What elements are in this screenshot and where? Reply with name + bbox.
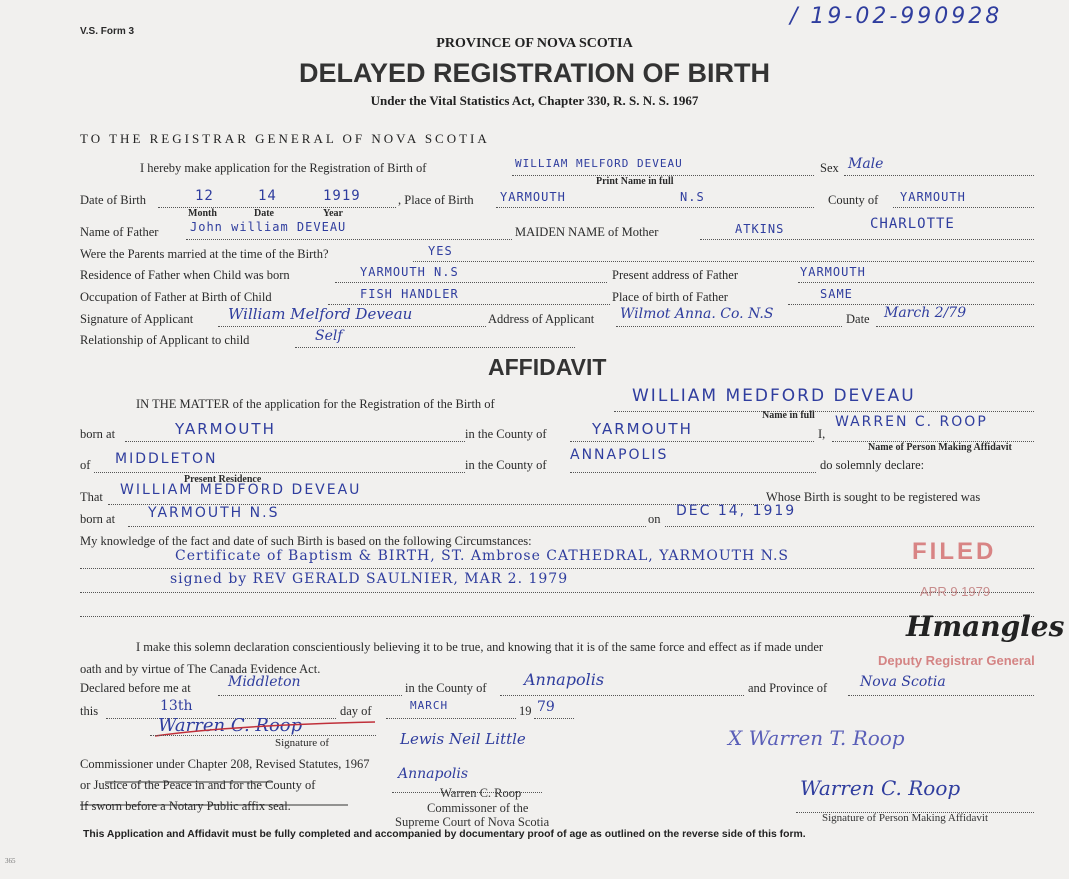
- i-label: I,: [818, 427, 826, 441]
- this-label: this: [80, 704, 99, 718]
- matter-name-value: WILLIAM MEDFORD DEVEAU: [632, 386, 916, 406]
- place-of-birth-province: N.S: [680, 190, 705, 204]
- declare-label: do solemnly declare:: [820, 458, 925, 472]
- commissioner-stamp-name: Warren C. Roop: [440, 786, 522, 800]
- mother-maiden-label: MAIDEN NAME of Mother: [515, 225, 659, 239]
- year-caption: Year: [323, 208, 343, 219]
- form-number: V.S. Form 3: [80, 26, 135, 37]
- that-name-value: WILLIAM MEDFORD DEVEAU: [120, 482, 362, 498]
- occupation-label: Occupation of Father at Birth of Child: [80, 290, 272, 304]
- justice-text: or Justice of the Peace in and for the County of: [80, 778, 316, 792]
- sex-label: Sex: [820, 161, 839, 175]
- occupation-value: FISH HANDLER: [360, 287, 459, 301]
- applicant-name-value: WILLIAM MELFORD DEVEAU: [515, 157, 683, 170]
- justice-county-value: Annapolis: [398, 766, 469, 782]
- filed-stamp-date: APR 9 1979: [920, 584, 991, 599]
- father-residence-value: YARMOUTH N.S: [360, 265, 459, 279]
- corner-code: 365: [5, 857, 16, 865]
- residence-value: MIDDLETON: [115, 451, 218, 467]
- justice-strikethrough: [105, 776, 275, 786]
- on-label: on: [648, 512, 661, 526]
- year-prefix: 19: [519, 704, 532, 718]
- application-intro: I hereby make application for the Registration of Birth of: [140, 161, 427, 175]
- province-value: Nova Scotia: [860, 674, 946, 690]
- footer-instructions: This Application and Affidavit must be fully completed and accompanied by documentary proof of age as outlined on the reverse side of this form.: [83, 829, 806, 840]
- parents-married-value: YES: [428, 244, 453, 258]
- province-label: and Province of: [748, 681, 828, 695]
- sworn-text: If sworn before a Notary Public affix seal.: [80, 799, 291, 813]
- county-label: County of: [828, 193, 879, 207]
- signature-strike-mark: [150, 718, 380, 742]
- relationship-label: Relationship of Applicant to child: [80, 333, 250, 347]
- application-date-value: March 2/79: [884, 305, 967, 321]
- father-birthplace-label: Place of birth of Father: [612, 290, 728, 304]
- name-in-full-caption: Name in full: [762, 410, 815, 421]
- place-of-birth-value: YARMOUTH: [500, 190, 566, 204]
- province-heading: PROVINCE OF NOVA SCOTIA: [436, 36, 633, 51]
- affidavit-heading: AFFIDAVIT: [488, 354, 607, 380]
- sex-value: Male: [848, 156, 884, 172]
- mother-maiden-value: ATKINS: [735, 222, 785, 236]
- oath-text: oath and by virtue of The Canada Evidence Act.: [80, 662, 321, 676]
- present-residence-caption: Present Residence: [184, 474, 262, 485]
- filed-stamp: FILED: [912, 538, 997, 565]
- date-caption: Date: [254, 208, 274, 219]
- born-at2-label: born at: [80, 512, 116, 526]
- page-title: DELAYED REGISTRATION OF BIRTH: [298, 58, 771, 88]
- addressee: TO THE REGISTRAR GENERAL OF NOVA SCOTIA: [80, 131, 490, 146]
- sworn-strikethrough: [80, 798, 350, 808]
- born-at-value: YARMOUTH: [175, 420, 276, 438]
- father-birthplace-value: SAME: [820, 287, 853, 301]
- applicant-address-value: Wilmot Anna. Co. N.S: [620, 306, 774, 322]
- day-of-label: day of: [340, 704, 372, 718]
- relationship-value: Self: [315, 328, 343, 344]
- person-signature-1: X Warren T. Roop: [728, 726, 905, 750]
- residence-county-label: in the County of: [465, 458, 547, 472]
- applicant-signature: William Melford Deveau: [228, 305, 413, 323]
- applicant-signature-label: Signature of Applicant: [80, 312, 194, 326]
- declared-place-value: Middleton: [228, 674, 301, 690]
- county-value: YARMOUTH: [900, 190, 966, 204]
- applicant-address-label: Address of Applicant: [488, 312, 595, 326]
- born-county-value: YARMOUTH: [592, 420, 693, 438]
- residence-county-value: ANNAPOLIS: [570, 447, 669, 463]
- born-at-label: born at: [80, 427, 116, 441]
- father-name-label: Name of Father: [80, 225, 159, 239]
- born-county-label: in the County of: [465, 427, 547, 441]
- matter-text: IN THE MATTER of the application for the Registration of the Birth of: [136, 397, 495, 411]
- dob-day-value: 14: [258, 188, 277, 204]
- person-signature-2: Warren C. Roop: [800, 776, 961, 800]
- commissioner-stamp-title: Commissoner of the: [427, 801, 529, 815]
- father-residence-label: Residence of Father when Child was born: [80, 268, 290, 282]
- declared-county-label: in the County of: [405, 681, 487, 695]
- of-label: of: [80, 458, 91, 472]
- commissioner-stamp-court: Supreme Court of Nova Scotia: [395, 815, 550, 829]
- solemn-text: I make this solemn declaration conscientiously believing it to be true, and knowing that it is of the same force and effect as if made under: [136, 640, 824, 654]
- month-caption: Month: [188, 208, 217, 219]
- circumstance-line-1: Certificate of Baptism & BIRTH, ST. Ambrose CATHEDRAL, YARMOUTH N.S: [175, 548, 790, 564]
- father-name-value: John william DEVEAU: [190, 220, 347, 234]
- deponent-name-value: WARREN C. ROOP: [835, 414, 988, 430]
- parents-married-label: Were the Parents married at the time of the Birth?: [80, 247, 329, 261]
- witness-signature: Lewis Neil Little: [400, 730, 526, 748]
- that-label: That: [80, 490, 103, 504]
- person-signature-caption: Signature of Person Making Affidavit: [822, 812, 988, 824]
- year-value: 79: [537, 699, 555, 715]
- month-value: MARCH: [410, 699, 449, 712]
- page-subtitle: Under the Vital Statistics Act, Chapter 330, R. S. N. S. 1967: [370, 93, 699, 108]
- registrar-signature: Hmangles: [906, 610, 1065, 643]
- circumstance-line-2: signed by REV GERALD SAULNIER, MAR 2. 1979: [170, 571, 569, 587]
- deputy-registrar-stamp: Deputy Registrar General: [878, 653, 1035, 668]
- day-value: 13th: [160, 698, 193, 714]
- place-of-birth-label: , Place of Birth: [398, 193, 474, 207]
- present-address-value: YARMOUTH: [800, 265, 866, 279]
- knowledge-label: My knowledge of the fact and date of such Birth is based on the following Circumstances:: [80, 534, 532, 548]
- whose-birth-label: Whose Birth is sought to be registered was: [766, 490, 981, 504]
- file-number: / 19-02-990928: [790, 4, 1003, 29]
- dob-month-value: 12: [195, 188, 214, 204]
- mother-first-name-value: CHARLOTTE: [870, 216, 955, 232]
- dob-year-value: 1919: [323, 188, 361, 204]
- signature-of-caption: Signature of: [275, 737, 330, 749]
- born-at2-value: YARMOUTH N.S: [148, 505, 280, 521]
- deponent-caption: Name of Person Making Affidavit: [868, 442, 1012, 453]
- date-label: Date: [846, 312, 870, 326]
- declared-county-value: Annapolis: [524, 670, 605, 689]
- declared-label: Declared before me at: [80, 681, 191, 695]
- commissioner-signature: Warren C. Roop: [158, 715, 303, 736]
- print-name-caption: Print Name in full: [596, 176, 674, 187]
- dob-label: Date of Birth: [80, 193, 146, 207]
- born-on-value: DEC 14, 1919: [676, 503, 797, 519]
- commissioner-text: Commissioner under Chapter 208, Revised Statutes, 1967: [80, 757, 370, 771]
- present-address-label: Present address of Father: [612, 268, 739, 282]
